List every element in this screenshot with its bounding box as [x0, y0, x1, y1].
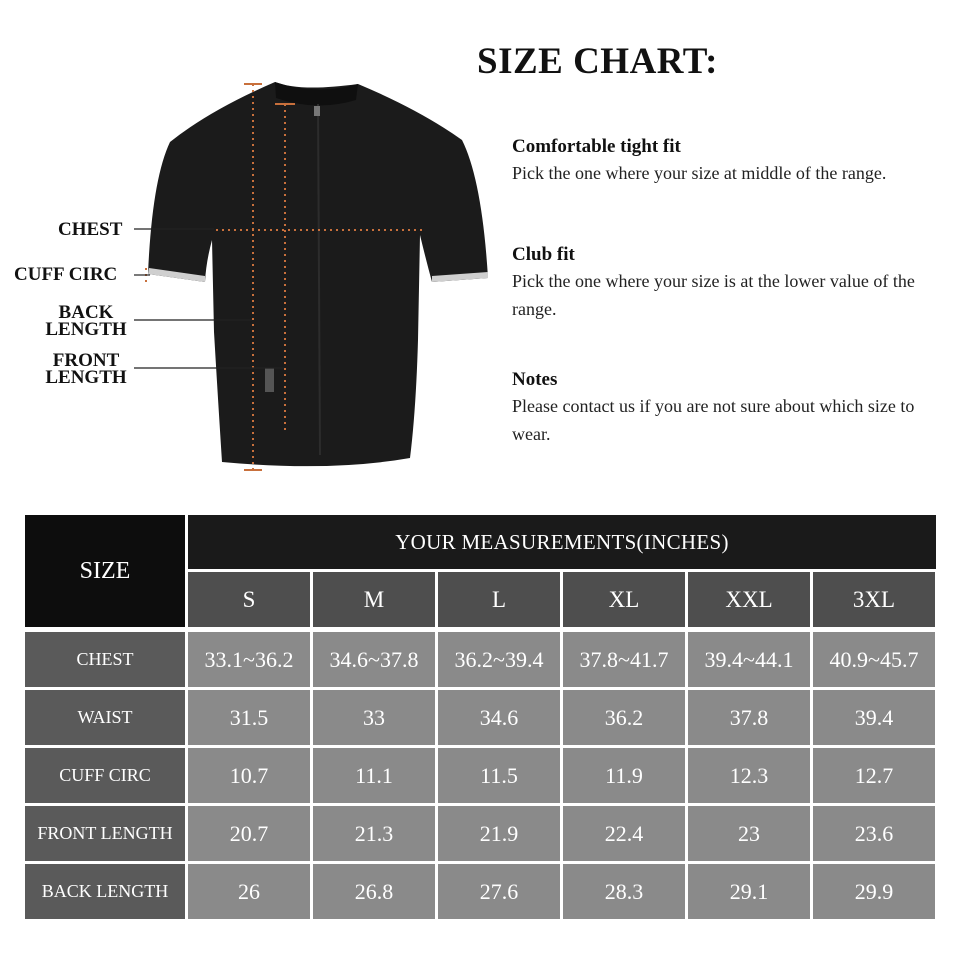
table-cell: 37.8 — [688, 690, 810, 745]
logo-tag — [265, 368, 274, 392]
measurements-header: YOUR MEASUREMENTS(INCHES) — [188, 515, 936, 569]
row-label: CHEST — [25, 632, 185, 687]
table-cell: 21.3 — [313, 806, 435, 861]
table-cell: 10.7 — [188, 748, 310, 803]
chest-label: CHEST — [58, 219, 123, 240]
table-cell: 21.9 — [438, 806, 560, 861]
note-tight-fit — [512, 135, 942, 187]
table-cell: 12.7 — [813, 748, 935, 803]
table-cell: 11.1 — [313, 748, 435, 803]
table-cell: 27.6 — [438, 864, 560, 919]
table-cell: 11.5 — [438, 748, 560, 803]
row-label: CUFF CIRC — [25, 748, 185, 803]
table-cell: 29.9 — [813, 864, 935, 919]
note-body: Pick the one where your size is at the lower value of the range. — [512, 271, 915, 319]
back-label-line1: BACK — [58, 302, 114, 323]
note-club-fit — [512, 243, 942, 323]
size-column-header: XXL — [688, 572, 810, 627]
page-title: SIZE CHART: — [477, 41, 718, 82]
note-heading: Notes — [512, 369, 558, 390]
size-header: SIZE — [25, 515, 185, 627]
table-cell: 20.7 — [188, 806, 310, 861]
front-label-line1: FRONT — [52, 350, 120, 371]
cuff-circ-label: CUFF CIRC — [14, 264, 118, 285]
jersey-diagram — [0, 70, 510, 480]
table-cell: 34.6 — [438, 690, 560, 745]
note-body: Please contact us if you are not sure about which size to wear. — [512, 396, 915, 444]
table-cell: 33 — [313, 690, 435, 745]
front-label-line2: LENGTH — [45, 367, 127, 388]
row-label: WAIST — [25, 690, 185, 745]
note-heading: Club fit — [512, 244, 575, 265]
table-cell: 12.3 — [688, 748, 810, 803]
back-label-line2: LENGTH — [45, 319, 127, 340]
table-cell: 40.9~45.7 — [813, 632, 935, 687]
row-label: FRONT LENGTH — [25, 806, 185, 861]
table-cell: 36.2 — [563, 690, 685, 745]
note-heading: Comfortable tight fit — [512, 136, 681, 157]
back-length-label — [40, 304, 132, 338]
size-column-header: M — [313, 572, 435, 627]
size-column-header: XL — [563, 572, 685, 627]
zipper-pull — [314, 106, 320, 116]
table-cell: 31.5 — [188, 690, 310, 745]
table-cell: 26 — [188, 864, 310, 919]
note-body: Pick the one where your size at middle of the range. — [512, 163, 887, 183]
table-cell: 28.3 — [563, 864, 685, 919]
row-label: BACK LENGTH — [25, 864, 185, 919]
table-cell: 11.9 — [563, 748, 685, 803]
table-cell: 34.6~37.8 — [313, 632, 435, 687]
table-cell: 22.4 — [563, 806, 685, 861]
table-cell: 33.1~36.2 — [188, 632, 310, 687]
table-cell: 29.1 — [688, 864, 810, 919]
table-cell: 39.4 — [813, 690, 935, 745]
table-cell: 37.8~41.7 — [563, 632, 685, 687]
note-contact — [512, 368, 942, 448]
table-cell: 23 — [688, 806, 810, 861]
size-column-header: 3XL — [813, 572, 935, 627]
size-column-header: S — [188, 572, 310, 627]
table-cell: 26.8 — [313, 864, 435, 919]
front-length-label — [40, 352, 132, 386]
table-cell: 39.4~44.1 — [688, 632, 810, 687]
table-cell: 23.6 — [813, 806, 935, 861]
table-cell: 36.2~39.4 — [438, 632, 560, 687]
size-column-header: L — [438, 572, 560, 627]
size-table — [25, 515, 936, 922]
